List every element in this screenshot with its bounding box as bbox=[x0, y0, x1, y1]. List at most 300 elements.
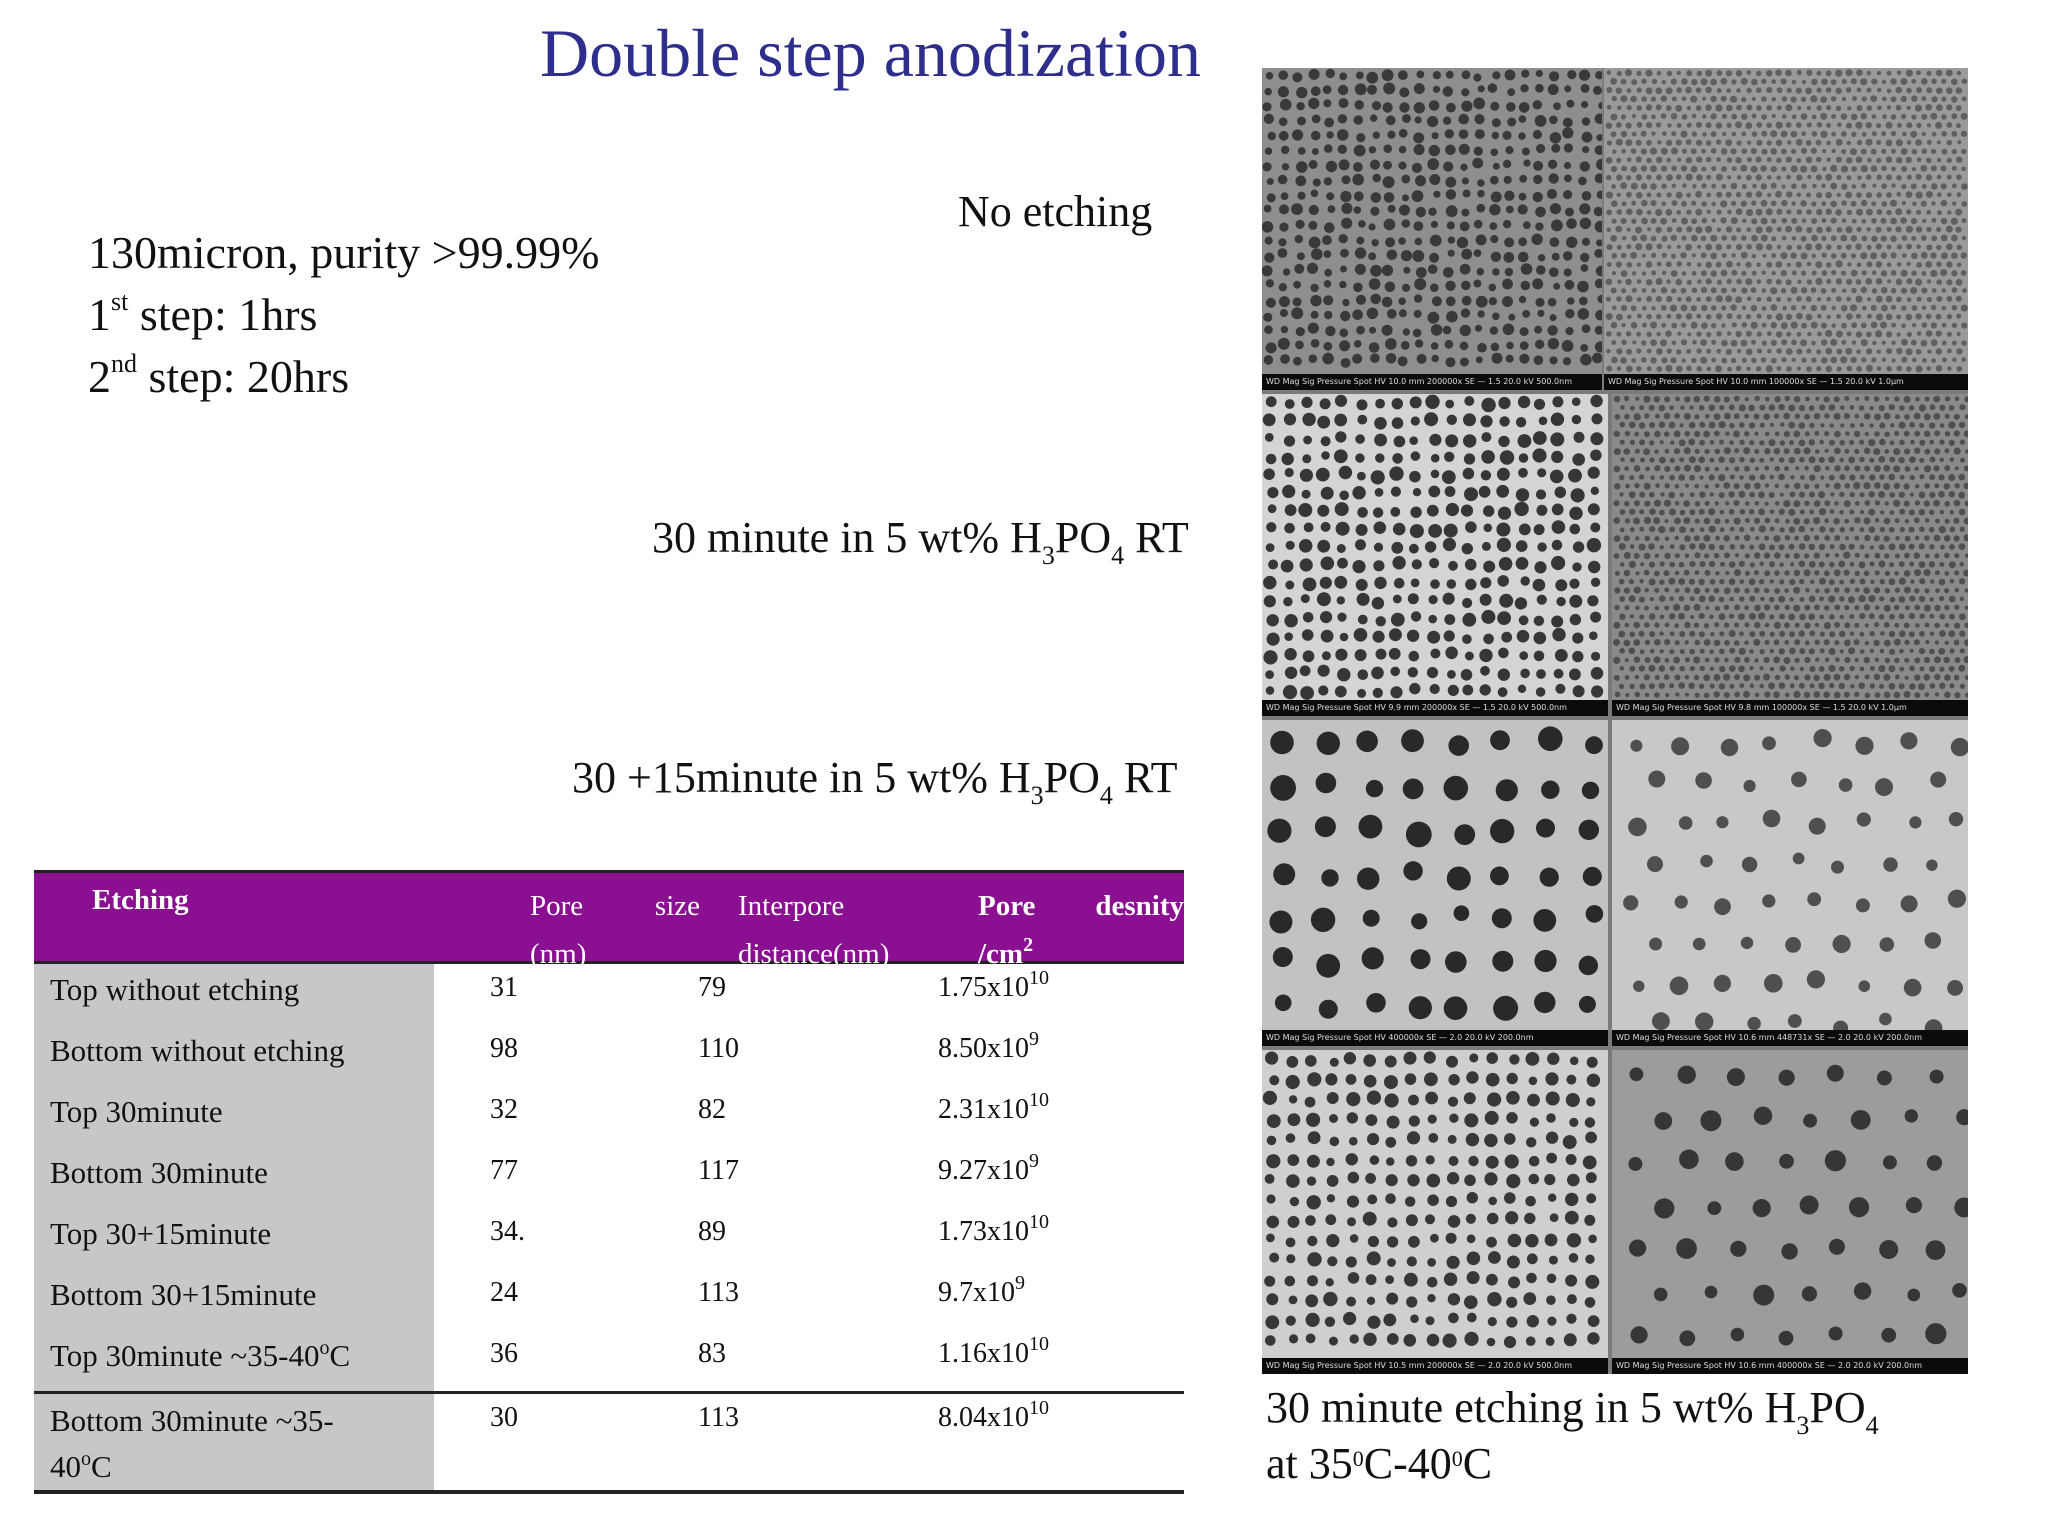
sem-pore bbox=[1461, 308, 1470, 317]
row-label bbox=[34, 964, 434, 1025]
cell-interpore: 113 bbox=[698, 1277, 739, 1308]
sem-pore bbox=[1684, 431, 1690, 437]
sem-image-45min-top bbox=[1262, 720, 1608, 1046]
sem-pore bbox=[1370, 160, 1380, 170]
sem-pore bbox=[1645, 693, 1650, 698]
sem-pore bbox=[1507, 88, 1515, 96]
sem-pore bbox=[1889, 492, 1895, 498]
sem-pore bbox=[1538, 254, 1545, 261]
sem-pore bbox=[1646, 158, 1652, 164]
sem-pore bbox=[1636, 156, 1642, 162]
sem-pore bbox=[1877, 350, 1881, 354]
sem-pore bbox=[1624, 466, 1629, 471]
sem-pore bbox=[1691, 166, 1698, 173]
sem-pore bbox=[1695, 226, 1702, 233]
sem-pore bbox=[1772, 114, 1776, 118]
sem-pore bbox=[1546, 1092, 1560, 1106]
sem-pore bbox=[1430, 579, 1440, 589]
sem-pore bbox=[1812, 254, 1816, 258]
sem-pore bbox=[1431, 470, 1440, 479]
sem-pore bbox=[1580, 354, 1592, 366]
sem-pore bbox=[1527, 1094, 1540, 1107]
sem-pore bbox=[1548, 84, 1559, 95]
sem-pore bbox=[1718, 456, 1724, 462]
sem-pore bbox=[1659, 580, 1664, 585]
sem-pore bbox=[1891, 167, 1896, 172]
sem-pore bbox=[1848, 457, 1855, 464]
sem-pore bbox=[1611, 131, 1617, 137]
row-label bbox=[34, 1086, 434, 1147]
sem-pore bbox=[1467, 1271, 1480, 1284]
sem-pore bbox=[1504, 1133, 1516, 1145]
sem-pore bbox=[1810, 580, 1814, 584]
sem-pore bbox=[1706, 140, 1712, 146]
sem-pore bbox=[1624, 640, 1631, 647]
sem-pore bbox=[1839, 631, 1845, 637]
sem-pore bbox=[1954, 500, 1961, 507]
sem-pore bbox=[1614, 466, 1621, 473]
sem-pore bbox=[1651, 288, 1656, 293]
sem-pore bbox=[1425, 1092, 1438, 1105]
sem-pore bbox=[1587, 538, 1601, 552]
sem-pore bbox=[1957, 366, 1963, 372]
sem-pore bbox=[1265, 147, 1272, 154]
sem-pore bbox=[1955, 397, 1960, 402]
sem-pore bbox=[1786, 366, 1791, 371]
sem-pore bbox=[1885, 397, 1889, 401]
sem-pore bbox=[1621, 114, 1626, 119]
sem-pore bbox=[1390, 686, 1402, 698]
sem-pore bbox=[1631, 305, 1637, 311]
sem-pore bbox=[1620, 182, 1627, 189]
sem-pore bbox=[1676, 349, 1681, 354]
sem-pore bbox=[1951, 218, 1958, 225]
sem-pore bbox=[1817, 314, 1822, 319]
sem-pore bbox=[1484, 1134, 1497, 1147]
sem-pore bbox=[1359, 815, 1383, 839]
sem-pore bbox=[1292, 129, 1303, 140]
sem-pore bbox=[1631, 358, 1636, 363]
sem-pore bbox=[1518, 396, 1530, 408]
sem-pore bbox=[1680, 649, 1685, 654]
sem-pore bbox=[1672, 341, 1677, 346]
sem-pore bbox=[1519, 296, 1526, 303]
sem-pore bbox=[1739, 596, 1744, 601]
sem-pore bbox=[1890, 218, 1897, 225]
sem-pore bbox=[1839, 492, 1844, 497]
sem-pore bbox=[1901, 148, 1908, 155]
sem-pore bbox=[1340, 633, 1349, 642]
sem-pore bbox=[1914, 517, 1920, 523]
sem-pore bbox=[1893, 448, 1900, 455]
sem-pore bbox=[1629, 509, 1635, 515]
sem-pore bbox=[1776, 140, 1782, 146]
sem-pore bbox=[1463, 413, 1476, 426]
header-text: distance(nm) bbox=[738, 938, 890, 970]
sem-pore bbox=[1813, 691, 1820, 698]
sem-pore bbox=[1467, 1234, 1476, 1243]
sem-pore bbox=[1279, 283, 1287, 291]
sem-pore bbox=[1726, 88, 1731, 93]
sem-pore bbox=[1550, 470, 1564, 484]
sem-pore bbox=[1629, 632, 1635, 638]
sem-pore bbox=[1646, 140, 1652, 146]
sem-pore bbox=[1443, 267, 1454, 278]
sem-pore bbox=[1321, 436, 1331, 446]
sem-pore bbox=[1565, 208, 1574, 217]
sem-pore bbox=[1625, 279, 1631, 285]
sem-pore bbox=[1749, 440, 1754, 445]
sem-pore bbox=[1283, 685, 1297, 699]
sem-pore bbox=[1551, 451, 1563, 463]
sem-pore bbox=[1742, 857, 1757, 872]
sem-pore bbox=[1673, 604, 1680, 611]
sem-pore bbox=[1579, 297, 1588, 306]
sem-pore bbox=[1919, 596, 1925, 602]
sem-pore bbox=[1661, 305, 1667, 311]
sem-pore bbox=[1737, 314, 1742, 319]
sem-pore bbox=[1765, 432, 1770, 437]
sem-pore bbox=[1907, 106, 1911, 110]
sem-pore bbox=[1840, 527, 1845, 532]
sem-pore bbox=[1786, 209, 1791, 214]
sem-pore bbox=[1563, 1135, 1577, 1149]
sem-pore bbox=[1399, 309, 1407, 317]
sem-pore bbox=[1637, 105, 1643, 111]
sem-image-30min-top bbox=[1262, 394, 1608, 716]
sem-pore bbox=[1924, 569, 1931, 576]
sem-pore bbox=[1831, 218, 1837, 224]
sem-pore bbox=[1845, 226, 1852, 233]
sem-pore bbox=[1326, 69, 1335, 78]
sem-pore bbox=[1483, 634, 1494, 645]
sem-pore bbox=[1759, 631, 1765, 637]
sem-pore bbox=[1562, 127, 1573, 138]
sem-pore bbox=[1725, 295, 1732, 302]
sem-pore bbox=[1579, 956, 1598, 975]
sem-pore bbox=[1289, 1334, 1298, 1343]
sem-pore bbox=[1749, 596, 1755, 602]
sem-pore bbox=[1431, 355, 1439, 363]
sem-pore bbox=[1828, 456, 1835, 463]
sem-pore bbox=[1761, 357, 1766, 362]
sem-pore bbox=[1656, 278, 1663, 285]
sem-pore bbox=[1664, 639, 1670, 645]
sem-pore bbox=[1619, 579, 1625, 585]
sem-pore bbox=[1851, 322, 1857, 328]
sem-pore bbox=[1766, 279, 1772, 285]
sem-pore bbox=[1466, 1214, 1476, 1224]
sem-pore bbox=[1877, 105, 1882, 110]
sem-pore bbox=[1845, 483, 1851, 489]
sem-pore bbox=[1747, 157, 1752, 162]
sem-pore bbox=[1617, 245, 1622, 250]
sem-pore bbox=[1613, 657, 1620, 664]
sem-pore bbox=[1766, 87, 1772, 93]
sem-pore bbox=[1346, 1297, 1356, 1307]
header-etching: Etching bbox=[92, 884, 189, 916]
sem-databar bbox=[1612, 700, 1968, 716]
sem-pore bbox=[1787, 297, 1792, 302]
sem-pore bbox=[1715, 606, 1720, 611]
sem-pore bbox=[1401, 175, 1410, 184]
sem-pore bbox=[1710, 684, 1715, 689]
sem-pore bbox=[1955, 657, 1961, 663]
sem-pore bbox=[1646, 122, 1652, 128]
sem-pore bbox=[1705, 87, 1712, 94]
sem-pore bbox=[1745, 553, 1750, 558]
sem-pore bbox=[1815, 640, 1820, 645]
sem-pore bbox=[1644, 431, 1650, 437]
sem-pore bbox=[1502, 279, 1513, 290]
sem-pore bbox=[1964, 623, 1968, 628]
sem-pore bbox=[1634, 483, 1639, 488]
sem-pore bbox=[1849, 440, 1854, 445]
density-exponent: 9 bbox=[1029, 1150, 1039, 1172]
sem-pore bbox=[1565, 1275, 1577, 1287]
sem-pore bbox=[1824, 639, 1830, 645]
sem-pore bbox=[1784, 640, 1789, 645]
sem-pore bbox=[1606, 244, 1612, 250]
sem-pore bbox=[1629, 1240, 1646, 1257]
sem-pore bbox=[1392, 453, 1403, 464]
sem-pore bbox=[1710, 440, 1715, 445]
sem-pore bbox=[1934, 674, 1940, 680]
sem-pore bbox=[1916, 192, 1923, 199]
sem-pore bbox=[1692, 131, 1697, 136]
sem-pore bbox=[1614, 483, 1621, 490]
sem-pore bbox=[1896, 297, 1902, 303]
sem-pore bbox=[1582, 117, 1590, 125]
sem-pore bbox=[1356, 326, 1365, 335]
sem-pore bbox=[1624, 535, 1630, 541]
sem-pore bbox=[1749, 509, 1754, 514]
sem-pore bbox=[1876, 140, 1881, 145]
sem-pore bbox=[1699, 492, 1705, 498]
sem-pore bbox=[1448, 1097, 1458, 1107]
sem-pore bbox=[1701, 252, 1707, 258]
sem-pore bbox=[1535, 298, 1544, 307]
sem-pore bbox=[1765, 518, 1771, 524]
sem-pore bbox=[1956, 105, 1962, 111]
sem-pore bbox=[1947, 175, 1952, 180]
sem-pore bbox=[1813, 517, 1820, 524]
sem-pore bbox=[1802, 218, 1807, 223]
sem-pore bbox=[1924, 465, 1931, 472]
sem-pore bbox=[1915, 105, 1922, 112]
sem-pore bbox=[1417, 354, 1427, 364]
sem-pore bbox=[1891, 149, 1896, 154]
sem-pore bbox=[1842, 289, 1846, 293]
sem-pore bbox=[1531, 234, 1542, 245]
sem-pore bbox=[1675, 640, 1680, 645]
sem-pore bbox=[1585, 1275, 1599, 1289]
sem-pore bbox=[1654, 1112, 1672, 1130]
sem-pore bbox=[1572, 453, 1585, 466]
sem-pore bbox=[1721, 305, 1726, 310]
sem-pore bbox=[1946, 87, 1953, 94]
sem-pore bbox=[1830, 423, 1834, 427]
density-exponent: 10 bbox=[1029, 1211, 1049, 1233]
sem-pore bbox=[1905, 519, 1909, 523]
sem-pore bbox=[1711, 340, 1716, 345]
sem-pore bbox=[1893, 500, 1900, 507]
sem-pore bbox=[1792, 236, 1797, 241]
sem-pore bbox=[1551, 144, 1560, 153]
sem-pore bbox=[1695, 772, 1712, 789]
sem-pore bbox=[1548, 298, 1557, 307]
sem-pore bbox=[1860, 252, 1867, 259]
sem-pore bbox=[1788, 1014, 1802, 1028]
sem-pore bbox=[1926, 71, 1931, 76]
sem-pore bbox=[1724, 447, 1731, 454]
sem-pore bbox=[1774, 552, 1781, 559]
sem-pore bbox=[1445, 400, 1454, 409]
sem-pore bbox=[1866, 175, 1871, 180]
sem-pore bbox=[1684, 622, 1690, 628]
sem-pore bbox=[1460, 222, 1470, 232]
sem-pore bbox=[1566, 218, 1577, 229]
sem-pore bbox=[1675, 501, 1680, 506]
sem-pore bbox=[1916, 226, 1922, 232]
sem-pore bbox=[1871, 218, 1877, 224]
sem-pore bbox=[1679, 596, 1685, 602]
sem-pore bbox=[1849, 544, 1855, 550]
sem-pore bbox=[1616, 348, 1622, 354]
sem-pore bbox=[1880, 649, 1885, 654]
sem-pore bbox=[1321, 557, 1335, 571]
sem-pore bbox=[1701, 183, 1706, 188]
sem-pore bbox=[1745, 501, 1750, 506]
sem-pore bbox=[1681, 131, 1688, 138]
sem-pore bbox=[1660, 475, 1664, 479]
sem-pore bbox=[1916, 70, 1921, 75]
sem-pore bbox=[1811, 287, 1817, 293]
sem-pore bbox=[1477, 343, 1487, 353]
sem-pore bbox=[1278, 70, 1288, 80]
sem-pore bbox=[1925, 554, 1930, 559]
sem-pore bbox=[1866, 332, 1872, 338]
sem-pore bbox=[1799, 440, 1806, 447]
sem-pore bbox=[1267, 178, 1274, 185]
sem-pore bbox=[1741, 288, 1747, 294]
sem-pore bbox=[1867, 71, 1871, 75]
sem-pore bbox=[1629, 491, 1636, 498]
sem-pore bbox=[1789, 631, 1795, 637]
sem-pore bbox=[1383, 1314, 1396, 1327]
sem-pore bbox=[1761, 200, 1768, 207]
sem-pore bbox=[1356, 731, 1378, 753]
sem-pore bbox=[1960, 458, 1965, 463]
sem-pore bbox=[1309, 160, 1318, 169]
sem-pore bbox=[1766, 70, 1773, 77]
sem-pore bbox=[1796, 139, 1803, 146]
sem-pore bbox=[1356, 295, 1366, 305]
sem-pore bbox=[1729, 561, 1736, 568]
sem-pore bbox=[1288, 1216, 1300, 1228]
sem-pore bbox=[1794, 658, 1799, 663]
sem-pore bbox=[1899, 492, 1905, 498]
sem-pore bbox=[1925, 261, 1932, 268]
sem-pore bbox=[1691, 79, 1697, 85]
sem-pore bbox=[1765, 640, 1770, 645]
sem-pore bbox=[1427, 158, 1439, 170]
sem-pore bbox=[1840, 235, 1847, 242]
sem-pore bbox=[1267, 614, 1279, 626]
sem-pore bbox=[1534, 616, 1544, 626]
sem-pore bbox=[1501, 632, 1512, 643]
sem-pore bbox=[1721, 184, 1726, 189]
sem-pore bbox=[1469, 1053, 1478, 1062]
sem-pore bbox=[1549, 71, 1559, 81]
sem-pore bbox=[1841, 253, 1847, 259]
sem-pore bbox=[1661, 166, 1667, 172]
sem-pore bbox=[1686, 193, 1691, 198]
sem-pore bbox=[1387, 250, 1398, 261]
sem-pore bbox=[1353, 162, 1363, 172]
sem-databar-text: WD Mag Sig Pressure Spot HV 10.0 mm 100000x SE — 1.5 20.0 kV 1.0µm bbox=[1608, 377, 1904, 386]
sem-pore bbox=[1716, 262, 1722, 268]
density-exponent: 9 bbox=[1029, 1028, 1039, 1050]
sem-pore bbox=[1407, 1131, 1420, 1144]
sem-pore bbox=[1746, 314, 1751, 319]
sem-pore bbox=[1780, 440, 1785, 445]
sem-pore bbox=[1820, 113, 1827, 120]
sem-pore bbox=[1587, 1074, 1600, 1087]
sem-pore bbox=[1900, 78, 1907, 85]
sem-pore bbox=[1486, 1052, 1498, 1064]
sem-pore bbox=[1945, 519, 1950, 524]
sem-pore bbox=[1373, 132, 1380, 139]
sem-pore bbox=[1607, 140, 1612, 145]
sem-pore bbox=[1846, 313, 1853, 320]
density-mantissa: 8.50x10 bbox=[938, 1033, 1029, 1064]
sem-pore bbox=[1282, 485, 1295, 498]
sem-pore bbox=[1782, 114, 1787, 119]
sem-pore bbox=[1761, 218, 1768, 225]
sem-pore bbox=[1815, 278, 1822, 285]
sem-pore bbox=[1924, 588, 1929, 593]
sem-pore bbox=[1922, 219, 1926, 223]
sem-pore bbox=[1627, 315, 1632, 320]
sem-pore bbox=[1825, 174, 1832, 181]
sem-pore bbox=[1751, 148, 1757, 154]
sem-pore bbox=[1616, 296, 1622, 302]
sem-pore bbox=[1912, 323, 1916, 327]
sem-pore bbox=[1446, 503, 1459, 516]
sem-pore bbox=[1357, 593, 1370, 606]
sem-pore bbox=[1915, 279, 1922, 286]
sem-pore bbox=[1571, 488, 1585, 502]
sem-pore bbox=[1775, 191, 1782, 198]
sem-pore bbox=[1705, 467, 1710, 472]
sem-pore bbox=[1656, 193, 1661, 198]
sem-pore bbox=[1856, 156, 1863, 163]
sem-pore bbox=[1819, 508, 1826, 515]
sem-pore bbox=[1749, 492, 1755, 498]
sem-pore bbox=[1882, 80, 1886, 84]
sem-pore bbox=[1692, 184, 1696, 188]
sem-pore bbox=[1616, 174, 1622, 180]
sem-pore bbox=[1355, 453, 1364, 462]
step2-number: 2 bbox=[88, 351, 111, 402]
sem-pore bbox=[1611, 340, 1616, 345]
sem-pore bbox=[1860, 423, 1864, 427]
sem-pore bbox=[1592, 413, 1603, 424]
sem-pore bbox=[1717, 210, 1722, 215]
sem-pore bbox=[1815, 261, 1822, 268]
sem-pore bbox=[1819, 526, 1825, 532]
